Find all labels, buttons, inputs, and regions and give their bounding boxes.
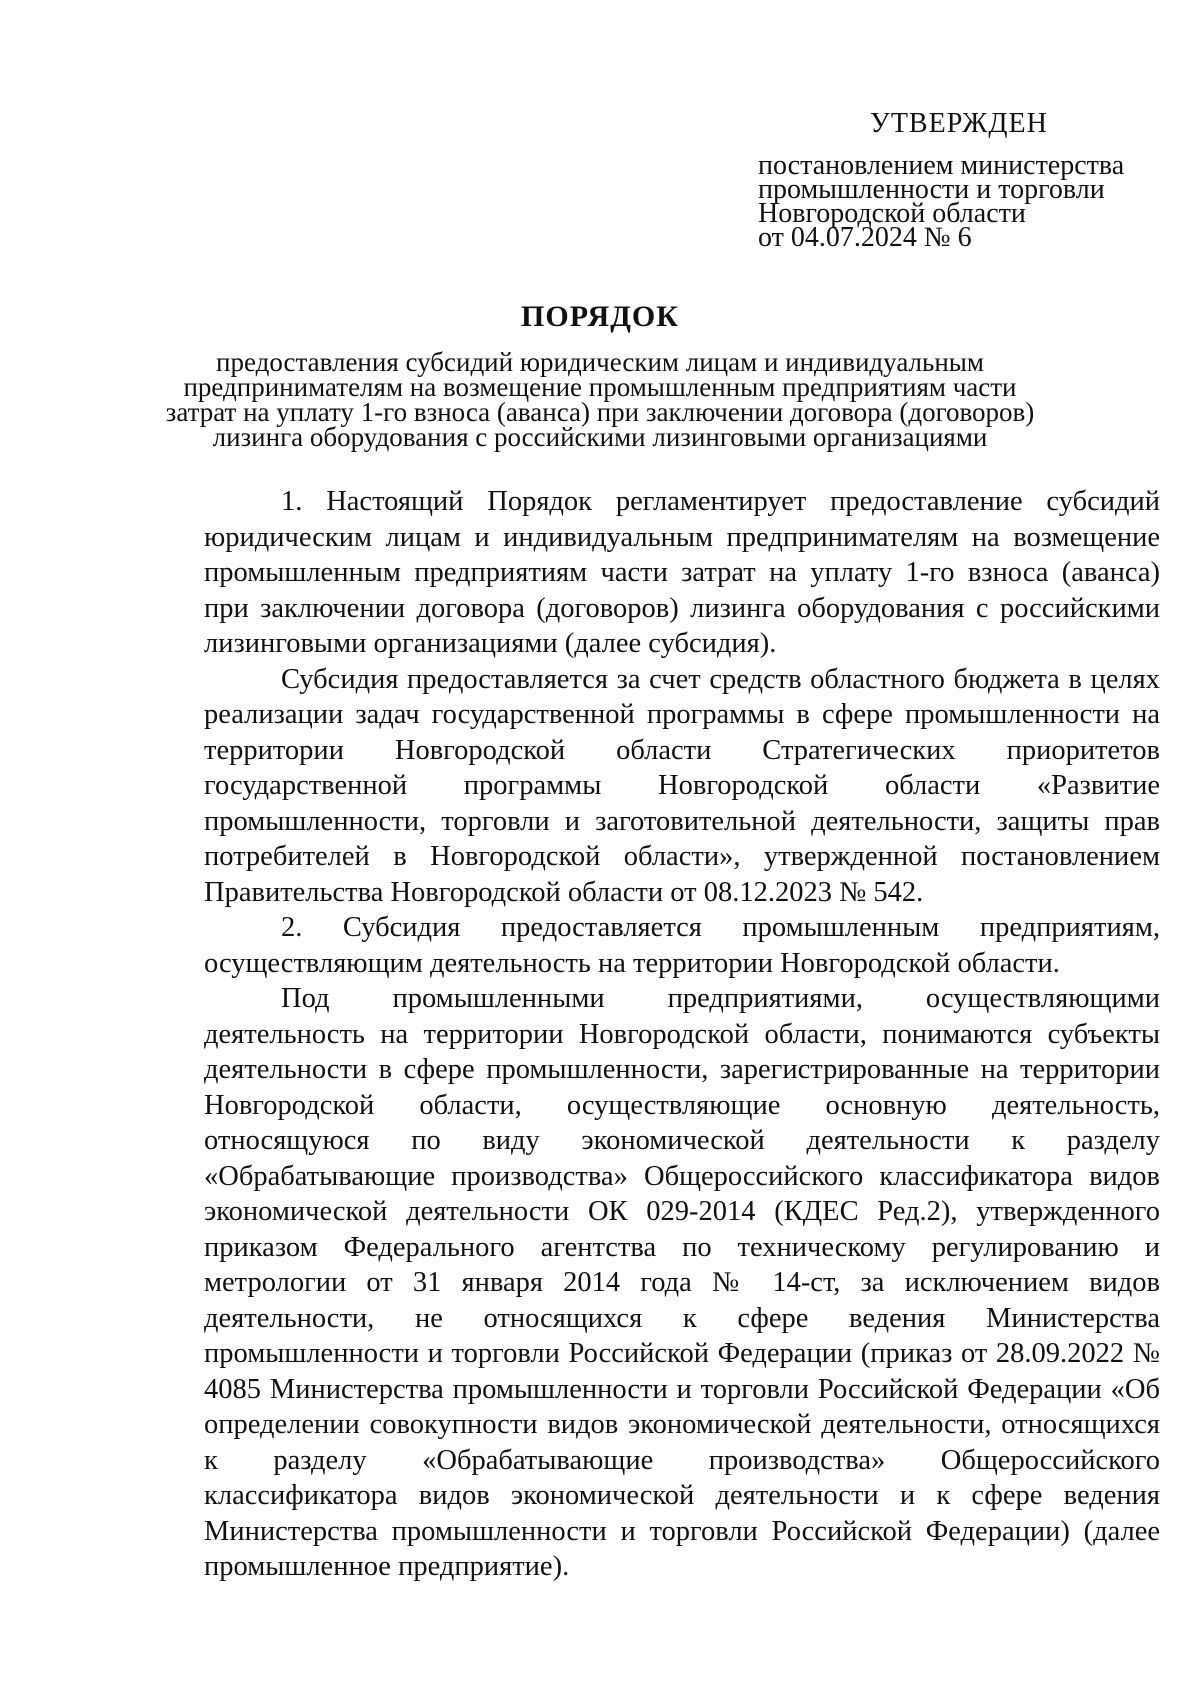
document-subtitle [150,347,1050,452]
document-body [204,484,1160,1585]
subtitle-line: лизинга оборудования с российскими лизинговыми организациями [212,422,988,452]
approval-line: Новгородской области [758,198,1026,229]
approval-line: постановлением министерства [758,150,1125,181]
approval-line: промышленности и торговли [758,174,1105,205]
approval-block [758,104,1158,253]
document-title: ПОРЯДОК [521,300,679,333]
paragraph-2: 2. Субсидия предоставляется промышленным предприятиям, осуществляющим деятельность на территории Новгородской области. [204,912,1160,979]
paragraph-1: 1. Настоящий Порядок регламентирует предоставление субсидий юридическим лицам и индивидуальным предпринимателям на возмещение промышленным предприятиям части затрат на уплату 1-го взноса (аванса) при заключении договора (договоров) лизинга оборудования с российскими лизинговыми организациями (далее субсидия). [204,486,1160,659]
approval-lines [758,150,1158,253]
subtitle-line: предоставления субсидий юридическим лицам и индивидуальным [216,347,984,377]
subtitle-line: предпринимателям на возмещение промышленным предприятиям части [183,372,1017,402]
approval-line: от 04.07.2024 № 6 [758,222,972,253]
approval-stamp: УТВЕРЖДЕН [870,108,1048,139]
paragraph-definition: Под промышленными предприятиями, осуществляющими деятельность на территории Новгородской области, понимаются субъекты деятельности в сфере промышленности, зарегистрированные на территории Новгородской области, осуществляющие основную деятельность, относящуюся по виду экономической деятельности к разделу «Обрабатывающие производства» Общероссийского классификатора видов экономической деятельности ОК 029-2014 (КДЕС Ред.2), утвержденного приказом Федерального агентства по техническому регулированию и метрологии от 31 января 2014 года № 14-ст, за исключением видов деятельности, не относящихся к сфере ведения Министерства промышленности и торговли Российской Федерации (приказ от 28.09.2022 № 4085 Министерства промышленности и торговли Российской Федерации «Об определении совокупности видов экономической деятельности, относящихся к разделу «Обрабатывающие производства» Общероссийского классификатора видов экономической деятельности и к сфере ведения Министерства промышленности и торговли Российской Федерации) (далее промышленное предприятие). [204,983,1160,1582]
paragraph-subsidy-source: Субсидия предоставляется за счет средств областного бюджета в целях реализации задач государственной программы в сфере промышленности на территории Новгородской области Стратегических приоритетов государственной программы Новгородской области «Развитие промышленности, торговли и заготовительной деятельности, защиты прав потребителей в Новгородской области», утвержденной постановлением Правительства Новгородской области от 08.12.2023 № 542. [204,663,1160,908]
subtitle-line: затрат на уплату 1-го взноса (аванса) при заключении договора (договоров) [165,397,1035,427]
